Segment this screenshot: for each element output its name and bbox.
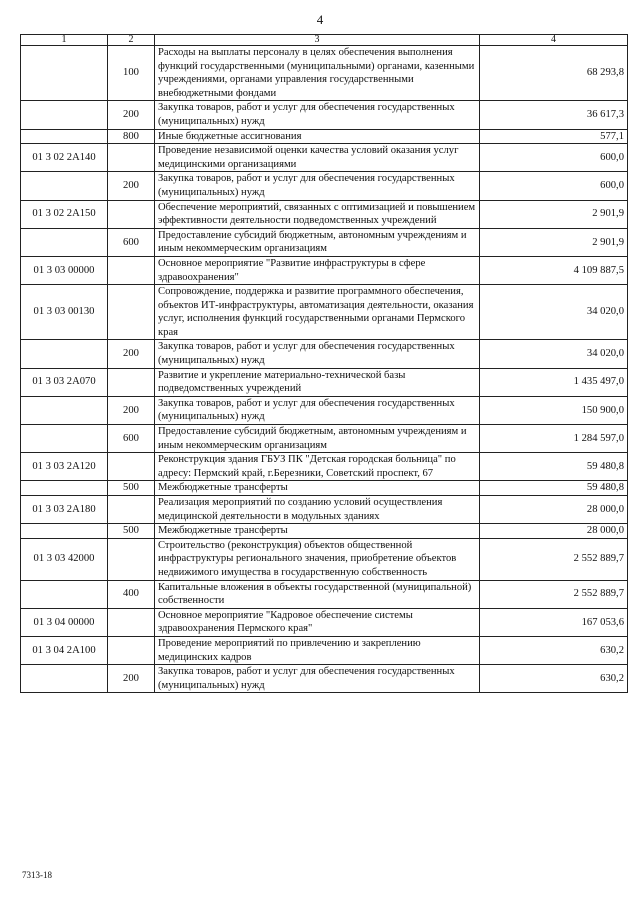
amount-cell: 68 293,8 bbox=[480, 46, 628, 101]
amount-cell: 630,2 bbox=[480, 636, 628, 664]
amount-cell: 28 000,0 bbox=[480, 524, 628, 539]
kind-cell: 200 bbox=[108, 396, 155, 424]
amount-cell: 167 053,6 bbox=[480, 608, 628, 636]
kind-cell bbox=[108, 453, 155, 481]
code-cell: 01 3 03 2А180 bbox=[21, 496, 108, 524]
name-cell: Предоставление субсидий бюджетным, автономным учреждениям и иным некоммерческим организациям bbox=[155, 228, 480, 256]
name-cell: Закупка товаров, работ и услуг для обеспечения государственных (муниципальных) нужд bbox=[155, 340, 480, 368]
table-row bbox=[21, 665, 628, 693]
kind-cell: 800 bbox=[108, 129, 155, 144]
kind-cell: 500 bbox=[108, 524, 155, 539]
name-cell: Развитие и укрепление материально-технической базы подведомственных учреждений bbox=[155, 368, 480, 396]
kind-cell: 200 bbox=[108, 340, 155, 368]
kind-cell: 200 bbox=[108, 665, 155, 693]
kind-cell bbox=[108, 496, 155, 524]
table-row bbox=[21, 453, 628, 481]
kind-cell bbox=[108, 538, 155, 580]
kind-cell: 500 bbox=[108, 481, 155, 496]
amount-cell: 600,0 bbox=[480, 172, 628, 200]
code-cell bbox=[21, 46, 108, 101]
code-cell bbox=[21, 129, 108, 144]
name-cell: Закупка товаров, работ и услуг для обеспечения государственных (муниципальных) нужд bbox=[155, 172, 480, 200]
table-row bbox=[21, 425, 628, 453]
code-cell: 01 3 04 2А100 bbox=[21, 636, 108, 664]
table-row bbox=[21, 129, 628, 144]
table-row bbox=[21, 46, 628, 101]
kind-cell: 200 bbox=[108, 101, 155, 129]
header-col-2: 2 bbox=[108, 35, 155, 46]
amount-cell: 4 109 887,5 bbox=[480, 256, 628, 284]
header-col-1: 1 bbox=[21, 35, 108, 46]
table-row bbox=[21, 200, 628, 228]
kind-cell bbox=[108, 368, 155, 396]
name-cell: Расходы на выплаты персоналу в целях обеспечения выполнения функций государственными (муниципальными) органами, казенными учреждениями, органами управления государственными внебюджетными фондами bbox=[155, 46, 480, 101]
name-cell: Закупка товаров, работ и услуг для обеспечения государственных (муниципальных) нужд bbox=[155, 665, 480, 693]
name-cell: Иные бюджетные ассигнования bbox=[155, 129, 480, 144]
name-cell: Сопровождение, поддержка и развитие программного обеспечения, объектов ИТ-инфраструктуры, автоматизация деятельности, оказания услуг, исполнения функций государственными органами Пермского края bbox=[155, 285, 480, 340]
code-cell: 01 3 03 2А120 bbox=[21, 453, 108, 481]
name-cell: Реконструкция здания ГБУЗ ПК "Детская городская больница" по адресу: Пермский край, г.Березники, Советский проспект, 67 bbox=[155, 453, 480, 481]
code-cell: 01 3 03 42000 bbox=[21, 538, 108, 580]
name-cell: Проведение мероприятий по привлечению и закреплению медицинских кадров bbox=[155, 636, 480, 664]
table-row bbox=[21, 368, 628, 396]
amount-cell: 34 020,0 bbox=[480, 285, 628, 340]
table-row bbox=[21, 172, 628, 200]
amount-cell: 28 000,0 bbox=[480, 496, 628, 524]
table-row bbox=[21, 228, 628, 256]
kind-cell bbox=[108, 144, 155, 172]
table-row bbox=[21, 144, 628, 172]
amount-cell: 59 480,8 bbox=[480, 481, 628, 496]
name-cell: Обеспечение мероприятий, связанных с оптимизацией и повышением эффективности деятельности подведомственных учреждений bbox=[155, 200, 480, 228]
code-cell bbox=[21, 101, 108, 129]
code-cell bbox=[21, 340, 108, 368]
name-cell: Межбюджетные трансферты bbox=[155, 524, 480, 539]
header-col-3: 3 bbox=[155, 35, 480, 46]
table-row bbox=[21, 256, 628, 284]
name-cell: Реализация мероприятий по созданию условий осуществления медицинской деятельности в модульных зданиях bbox=[155, 496, 480, 524]
name-cell: Предоставление субсидий бюджетным, автономным учреждениям и иным некоммерческим организациям bbox=[155, 425, 480, 453]
name-cell: Основное мероприятие "Развитие инфраструктуры в сфере здравоохранения" bbox=[155, 256, 480, 284]
kind-cell bbox=[108, 285, 155, 340]
kind-cell: 600 bbox=[108, 425, 155, 453]
code-cell: 01 3 03 2А070 bbox=[21, 368, 108, 396]
table-row bbox=[21, 608, 628, 636]
code-cell: 01 3 03 00130 bbox=[21, 285, 108, 340]
amount-cell: 2 552 889,7 bbox=[480, 580, 628, 608]
code-cell: 01 3 02 2А140 bbox=[21, 144, 108, 172]
budget-table bbox=[20, 34, 628, 693]
table-row bbox=[21, 524, 628, 539]
name-cell: Проведение независимой оценки качества условий оказания услуг медицинскими организациями bbox=[155, 144, 480, 172]
name-cell: Межбюджетные трансферты bbox=[155, 481, 480, 496]
amount-cell: 577,1 bbox=[480, 129, 628, 144]
table-row bbox=[21, 340, 628, 368]
amount-cell: 150 900,0 bbox=[480, 396, 628, 424]
code-cell bbox=[21, 665, 108, 693]
page-number: 4 bbox=[316, 12, 324, 27]
code-cell bbox=[21, 580, 108, 608]
code-cell: 01 3 04 00000 bbox=[21, 608, 108, 636]
code-cell bbox=[21, 228, 108, 256]
code-cell: 01 3 02 2А150 bbox=[21, 200, 108, 228]
header-row bbox=[21, 35, 628, 46]
header-col-4: 4 bbox=[480, 35, 628, 46]
code-cell bbox=[21, 396, 108, 424]
kind-cell: 600 bbox=[108, 228, 155, 256]
table-row bbox=[21, 285, 628, 340]
name-cell: Капитальные вложения в объекты государственной (муниципальной) собственности bbox=[155, 580, 480, 608]
amount-cell: 1 284 597,0 bbox=[480, 425, 628, 453]
kind-cell bbox=[108, 636, 155, 664]
amount-cell: 59 480,8 bbox=[480, 453, 628, 481]
kind-cell bbox=[108, 256, 155, 284]
table-row bbox=[21, 101, 628, 129]
amount-cell: 2 552 889,7 bbox=[480, 538, 628, 580]
code-cell bbox=[21, 172, 108, 200]
name-cell: Строительство (реконструкция) объектов общественной инфраструктуры регионального значения, приобретение объектов недвижимого имущества в государственную собственность bbox=[155, 538, 480, 580]
name-cell: Закупка товаров, работ и услуг для обеспечения государственных (муниципальных) нужд bbox=[155, 396, 480, 424]
kind-cell: 100 bbox=[108, 46, 155, 101]
amount-cell: 630,2 bbox=[480, 665, 628, 693]
footer-code: 7313-18 bbox=[22, 870, 52, 880]
amount-cell: 34 020,0 bbox=[480, 340, 628, 368]
table-row bbox=[21, 396, 628, 424]
kind-cell bbox=[108, 200, 155, 228]
amount-cell: 2 901,9 bbox=[480, 228, 628, 256]
amount-cell: 36 617,3 bbox=[480, 101, 628, 129]
code-cell: 01 3 03 00000 bbox=[21, 256, 108, 284]
code-cell bbox=[21, 481, 108, 496]
name-cell: Закупка товаров, работ и услуг для обеспечения государственных (муниципальных) нужд bbox=[155, 101, 480, 129]
table-row bbox=[21, 538, 628, 580]
table-row bbox=[21, 580, 628, 608]
table-row bbox=[21, 481, 628, 496]
name-cell: Основное мероприятие "Кадровое обеспечение системы здравоохранения Пермского края" bbox=[155, 608, 480, 636]
kind-cell: 200 bbox=[108, 172, 155, 200]
amount-cell: 2 901,9 bbox=[480, 200, 628, 228]
code-cell bbox=[21, 425, 108, 453]
amount-cell: 1 435 497,0 bbox=[480, 368, 628, 396]
code-cell bbox=[21, 524, 108, 539]
table-row bbox=[21, 496, 628, 524]
kind-cell: 400 bbox=[108, 580, 155, 608]
table-row bbox=[21, 636, 628, 664]
kind-cell bbox=[108, 608, 155, 636]
amount-cell: 600,0 bbox=[480, 144, 628, 172]
